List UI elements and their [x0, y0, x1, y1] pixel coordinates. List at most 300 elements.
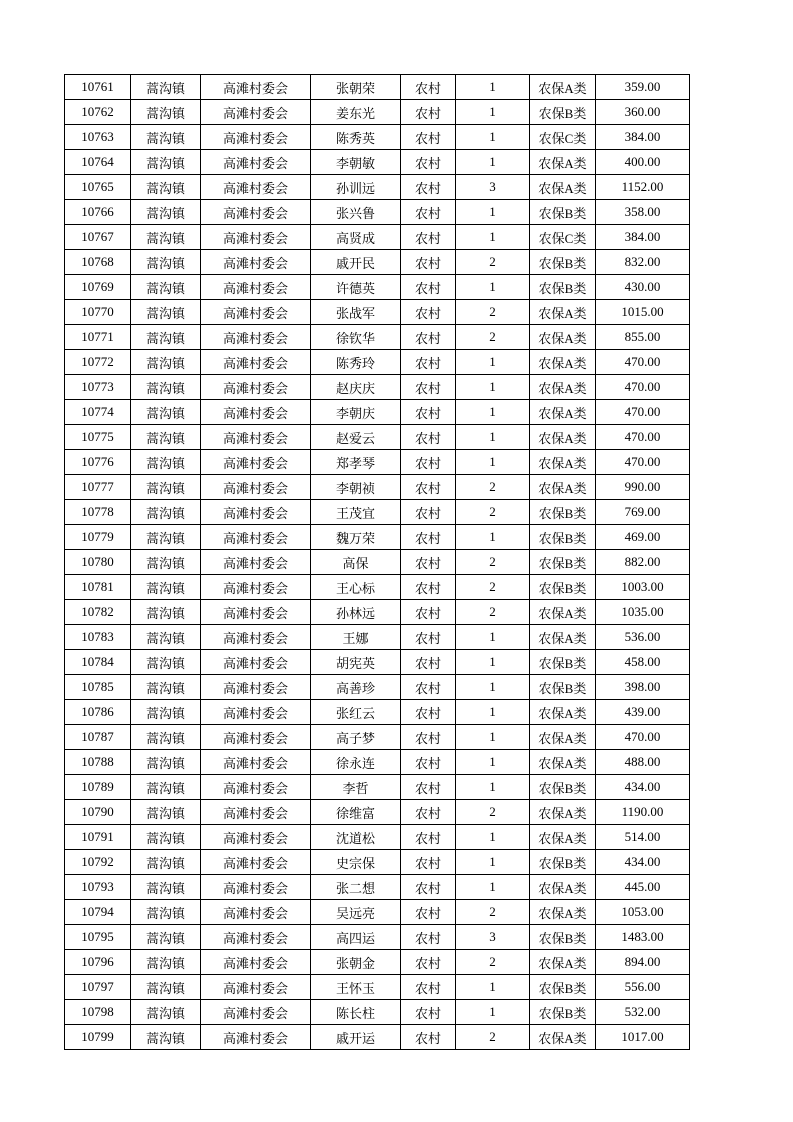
cell-id: 10764 [65, 150, 131, 175]
cell-village: 高滩村委会 [201, 750, 311, 775]
cell-type: 农村 [401, 100, 456, 125]
cell-type: 农村 [401, 675, 456, 700]
cell-category: 农保A类 [530, 1025, 596, 1050]
cell-town: 蒿沟镇 [131, 775, 201, 800]
cell-village: 高滩村委会 [201, 825, 311, 850]
table-row [65, 375, 690, 400]
cell-name: 李哲 [311, 775, 401, 800]
cell-id: 10772 [65, 350, 131, 375]
cell-category: 农保B类 [530, 525, 596, 550]
cell-count: 1 [456, 75, 530, 100]
cell-id: 10762 [65, 100, 131, 125]
cell-amount: 470.00 [596, 350, 690, 375]
cell-type: 农村 [401, 550, 456, 575]
cell-id: 10777 [65, 475, 131, 500]
cell-amount: 882.00 [596, 550, 690, 575]
cell-amount: 434.00 [596, 775, 690, 800]
cell-town: 蒿沟镇 [131, 550, 201, 575]
cell-name: 王茂宜 [311, 500, 401, 525]
cell-name: 高善珍 [311, 675, 401, 700]
cell-type: 农村 [401, 575, 456, 600]
cell-type: 农村 [401, 125, 456, 150]
cell-village: 高滩村委会 [201, 350, 311, 375]
cell-category: 农保B类 [530, 500, 596, 525]
cell-name: 张朝荣 [311, 75, 401, 100]
cell-id: 10790 [65, 800, 131, 825]
table-row [65, 900, 690, 925]
cell-category: 农保B类 [530, 275, 596, 300]
cell-type: 农村 [401, 300, 456, 325]
cell-category: 农保A类 [530, 450, 596, 475]
table-row [65, 550, 690, 575]
table-row [65, 175, 690, 200]
cell-count: 3 [456, 925, 530, 950]
cell-id: 10798 [65, 1000, 131, 1025]
cell-village: 高滩村委会 [201, 925, 311, 950]
cell-count: 1 [456, 650, 530, 675]
cell-category: 农保A类 [530, 300, 596, 325]
cell-id: 10763 [65, 125, 131, 150]
table-body [65, 75, 690, 1050]
cell-name: 王怀玉 [311, 975, 401, 1000]
cell-category: 农保B类 [530, 675, 596, 700]
table-row [65, 725, 690, 750]
cell-category: 农保A类 [530, 800, 596, 825]
cell-village: 高滩村委会 [201, 450, 311, 475]
cell-count: 1 [456, 625, 530, 650]
cell-type: 农村 [401, 350, 456, 375]
cell-category: 农保B类 [530, 200, 596, 225]
cell-id: 10793 [65, 875, 131, 900]
cell-type: 农村 [401, 1000, 456, 1025]
cell-count: 1 [456, 775, 530, 800]
cell-category: 农保A类 [530, 350, 596, 375]
cell-category: 农保A类 [530, 600, 596, 625]
cell-amount: 1035.00 [596, 600, 690, 625]
cell-id: 10775 [65, 425, 131, 450]
cell-village: 高滩村委会 [201, 325, 311, 350]
cell-town: 蒿沟镇 [131, 475, 201, 500]
cell-type: 农村 [401, 700, 456, 725]
cell-count: 1 [456, 425, 530, 450]
cell-town: 蒿沟镇 [131, 125, 201, 150]
cell-village: 高滩村委会 [201, 425, 311, 450]
cell-count: 1 [456, 750, 530, 775]
cell-name: 沈道松 [311, 825, 401, 850]
cell-name: 王心标 [311, 575, 401, 600]
cell-amount: 1053.00 [596, 900, 690, 925]
cell-amount: 384.00 [596, 125, 690, 150]
cell-id: 10769 [65, 275, 131, 300]
cell-category: 农保B类 [530, 925, 596, 950]
cell-count: 2 [456, 250, 530, 275]
cell-village: 高滩村委会 [201, 625, 311, 650]
cell-category: 农保B类 [530, 850, 596, 875]
cell-type: 农村 [401, 250, 456, 275]
cell-name: 徐维富 [311, 800, 401, 825]
cell-village: 高滩村委会 [201, 1000, 311, 1025]
cell-category: 农保A类 [530, 400, 596, 425]
cell-village: 高滩村委会 [201, 225, 311, 250]
cell-name: 张兴鲁 [311, 200, 401, 225]
cell-id: 10788 [65, 750, 131, 775]
cell-amount: 1152.00 [596, 175, 690, 200]
cell-village: 高滩村委会 [201, 475, 311, 500]
cell-amount: 488.00 [596, 750, 690, 775]
cell-amount: 855.00 [596, 325, 690, 350]
cell-id: 10799 [65, 1025, 131, 1050]
cell-amount: 990.00 [596, 475, 690, 500]
cell-amount: 358.00 [596, 200, 690, 225]
cell-amount: 445.00 [596, 875, 690, 900]
cell-village: 高滩村委会 [201, 525, 311, 550]
cell-name: 徐钦华 [311, 325, 401, 350]
cell-category: 农保A类 [530, 900, 596, 925]
cell-id: 10796 [65, 950, 131, 975]
cell-count: 2 [456, 800, 530, 825]
cell-category: 农保B类 [530, 100, 596, 125]
cell-count: 1 [456, 350, 530, 375]
cell-type: 农村 [401, 850, 456, 875]
cell-town: 蒿沟镇 [131, 425, 201, 450]
cell-id: 10794 [65, 900, 131, 925]
cell-type: 农村 [401, 400, 456, 425]
cell-town: 蒿沟镇 [131, 625, 201, 650]
table-row [65, 275, 690, 300]
cell-id: 10773 [65, 375, 131, 400]
cell-category: 农保A类 [530, 725, 596, 750]
cell-name: 高贤成 [311, 225, 401, 250]
cell-village: 高滩村委会 [201, 75, 311, 100]
cell-category: 农保A类 [530, 700, 596, 725]
cell-town: 蒿沟镇 [131, 175, 201, 200]
cell-count: 1 [456, 275, 530, 300]
table-row [65, 825, 690, 850]
table-row [65, 475, 690, 500]
cell-id: 10780 [65, 550, 131, 575]
cell-id: 10789 [65, 775, 131, 800]
cell-type: 农村 [401, 325, 456, 350]
table-row [65, 975, 690, 1000]
cell-type: 农村 [401, 950, 456, 975]
cell-village: 高滩村委会 [201, 275, 311, 300]
cell-town: 蒿沟镇 [131, 925, 201, 950]
table-row [65, 150, 690, 175]
cell-town: 蒿沟镇 [131, 750, 201, 775]
cell-name: 高四运 [311, 925, 401, 950]
table-row [65, 775, 690, 800]
cell-village: 高滩村委会 [201, 375, 311, 400]
cell-town: 蒿沟镇 [131, 875, 201, 900]
cell-id: 10768 [65, 250, 131, 275]
cell-name: 胡宪英 [311, 650, 401, 675]
cell-name: 戚开运 [311, 1025, 401, 1050]
cell-count: 2 [456, 575, 530, 600]
cell-name: 高子梦 [311, 725, 401, 750]
cell-type: 农村 [401, 475, 456, 500]
cell-amount: 400.00 [596, 150, 690, 175]
cell-town: 蒿沟镇 [131, 1000, 201, 1025]
cell-village: 高滩村委会 [201, 175, 311, 200]
cell-category: 农保A类 [530, 950, 596, 975]
cell-amount: 1015.00 [596, 300, 690, 325]
cell-count: 1 [456, 525, 530, 550]
table-row [65, 200, 690, 225]
cell-amount: 556.00 [596, 975, 690, 1000]
cell-category: 农保B类 [530, 575, 596, 600]
cell-count: 2 [456, 500, 530, 525]
cell-id: 10795 [65, 925, 131, 950]
cell-id: 10778 [65, 500, 131, 525]
cell-category: 农保A类 [530, 75, 596, 100]
cell-category: 农保A类 [530, 750, 596, 775]
cell-type: 农村 [401, 625, 456, 650]
cell-village: 高滩村委会 [201, 725, 311, 750]
cell-amount: 470.00 [596, 400, 690, 425]
cell-name: 吴远亮 [311, 900, 401, 925]
cell-town: 蒿沟镇 [131, 250, 201, 275]
cell-town: 蒿沟镇 [131, 575, 201, 600]
cell-village: 高滩村委会 [201, 900, 311, 925]
cell-name: 陈秀英 [311, 125, 401, 150]
cell-village: 高滩村委会 [201, 875, 311, 900]
cell-count: 1 [456, 400, 530, 425]
table-row [65, 625, 690, 650]
cell-name: 张战军 [311, 300, 401, 325]
cell-count: 1 [456, 150, 530, 175]
cell-count: 1 [456, 1000, 530, 1025]
cell-type: 农村 [401, 800, 456, 825]
cell-count: 1 [456, 825, 530, 850]
cell-id: 10767 [65, 225, 131, 250]
cell-category: 农保A类 [530, 625, 596, 650]
cell-village: 高滩村委会 [201, 675, 311, 700]
cell-type: 农村 [401, 875, 456, 900]
table-row [65, 100, 690, 125]
cell-amount: 470.00 [596, 725, 690, 750]
table-row [65, 325, 690, 350]
cell-id: 10784 [65, 650, 131, 675]
cell-id: 10776 [65, 450, 131, 475]
cell-amount: 769.00 [596, 500, 690, 525]
cell-town: 蒿沟镇 [131, 675, 201, 700]
cell-village: 高滩村委会 [201, 850, 311, 875]
cell-town: 蒿沟镇 [131, 275, 201, 300]
cell-count: 1 [456, 375, 530, 400]
cell-name: 郑孝琴 [311, 450, 401, 475]
cell-village: 高滩村委会 [201, 550, 311, 575]
cell-village: 高滩村委会 [201, 700, 311, 725]
cell-type: 农村 [401, 750, 456, 775]
cell-town: 蒿沟镇 [131, 200, 201, 225]
cell-amount: 360.00 [596, 100, 690, 125]
cell-id: 10783 [65, 625, 131, 650]
cell-name: 张红云 [311, 700, 401, 725]
cell-name: 魏万荣 [311, 525, 401, 550]
cell-town: 蒿沟镇 [131, 700, 201, 725]
cell-name: 李朝庆 [311, 400, 401, 425]
table-row [65, 925, 690, 950]
cell-type: 农村 [401, 450, 456, 475]
table-row [65, 250, 690, 275]
cell-id: 10774 [65, 400, 131, 425]
cell-amount: 439.00 [596, 700, 690, 725]
table-row [65, 675, 690, 700]
cell-count: 2 [456, 325, 530, 350]
table-row [65, 850, 690, 875]
cell-name: 高保 [311, 550, 401, 575]
cell-amount: 832.00 [596, 250, 690, 275]
cell-town: 蒿沟镇 [131, 825, 201, 850]
cell-type: 农村 [401, 275, 456, 300]
cell-name: 张二想 [311, 875, 401, 900]
cell-amount: 470.00 [596, 375, 690, 400]
cell-village: 高滩村委会 [201, 150, 311, 175]
cell-count: 1 [456, 975, 530, 1000]
cell-name: 徐永连 [311, 750, 401, 775]
table-row [65, 700, 690, 725]
cell-name: 赵爱云 [311, 425, 401, 450]
cell-name: 姜东光 [311, 100, 401, 125]
cell-name: 孙训远 [311, 175, 401, 200]
cell-count: 1 [456, 225, 530, 250]
cell-amount: 1483.00 [596, 925, 690, 950]
cell-town: 蒿沟镇 [131, 650, 201, 675]
cell-town: 蒿沟镇 [131, 350, 201, 375]
cell-town: 蒿沟镇 [131, 525, 201, 550]
cell-type: 农村 [401, 525, 456, 550]
cell-name: 李朝祯 [311, 475, 401, 500]
cell-count: 1 [456, 875, 530, 900]
cell-type: 农村 [401, 900, 456, 925]
cell-village: 高滩村委会 [201, 500, 311, 525]
table-row [65, 875, 690, 900]
cell-type: 农村 [401, 975, 456, 1000]
cell-village: 高滩村委会 [201, 800, 311, 825]
cell-category: 农保B类 [530, 250, 596, 275]
cell-town: 蒿沟镇 [131, 150, 201, 175]
cell-amount: 384.00 [596, 225, 690, 250]
table-row [65, 575, 690, 600]
cell-count: 1 [456, 850, 530, 875]
cell-type: 农村 [401, 825, 456, 850]
cell-type: 农村 [401, 1025, 456, 1050]
cell-category: 农保A类 [530, 375, 596, 400]
cell-town: 蒿沟镇 [131, 500, 201, 525]
cell-amount: 470.00 [596, 425, 690, 450]
data-table [64, 74, 690, 1050]
cell-id: 10797 [65, 975, 131, 1000]
cell-amount: 1003.00 [596, 575, 690, 600]
cell-category: 农保B类 [530, 775, 596, 800]
cell-type: 农村 [401, 500, 456, 525]
cell-amount: 398.00 [596, 675, 690, 700]
cell-amount: 1190.00 [596, 800, 690, 825]
cell-amount: 532.00 [596, 1000, 690, 1025]
table-row [65, 950, 690, 975]
cell-town: 蒿沟镇 [131, 600, 201, 625]
cell-category: 农保C类 [530, 125, 596, 150]
cell-id: 10779 [65, 525, 131, 550]
cell-amount: 536.00 [596, 625, 690, 650]
cell-name: 许德英 [311, 275, 401, 300]
cell-type: 农村 [401, 725, 456, 750]
cell-town: 蒿沟镇 [131, 975, 201, 1000]
cell-category: 农保B类 [530, 1000, 596, 1025]
cell-count: 2 [456, 900, 530, 925]
cell-village: 高滩村委会 [201, 250, 311, 275]
cell-count: 2 [456, 300, 530, 325]
cell-village: 高滩村委会 [201, 650, 311, 675]
cell-amount: 1017.00 [596, 1025, 690, 1050]
cell-id: 10765 [65, 175, 131, 200]
cell-name: 李朝敏 [311, 150, 401, 175]
cell-amount: 469.00 [596, 525, 690, 550]
cell-town: 蒿沟镇 [131, 725, 201, 750]
cell-village: 高滩村委会 [201, 600, 311, 625]
cell-town: 蒿沟镇 [131, 375, 201, 400]
cell-type: 农村 [401, 775, 456, 800]
cell-amount: 430.00 [596, 275, 690, 300]
cell-village: 高滩村委会 [201, 1025, 311, 1050]
cell-amount: 514.00 [596, 825, 690, 850]
table-row [65, 750, 690, 775]
cell-town: 蒿沟镇 [131, 75, 201, 100]
cell-id: 10791 [65, 825, 131, 850]
table-row [65, 650, 690, 675]
table-row [65, 600, 690, 625]
cell-type: 农村 [401, 925, 456, 950]
cell-count: 2 [456, 475, 530, 500]
cell-id: 10785 [65, 675, 131, 700]
cell-village: 高滩村委会 [201, 950, 311, 975]
cell-name: 戚开民 [311, 250, 401, 275]
cell-name: 史宗保 [311, 850, 401, 875]
cell-type: 农村 [401, 375, 456, 400]
cell-id: 10782 [65, 600, 131, 625]
cell-village: 高滩村委会 [201, 125, 311, 150]
cell-count: 1 [456, 100, 530, 125]
cell-category: 农保B类 [530, 550, 596, 575]
cell-town: 蒿沟镇 [131, 1025, 201, 1050]
cell-type: 农村 [401, 200, 456, 225]
cell-village: 高滩村委会 [201, 300, 311, 325]
cell-count: 3 [456, 175, 530, 200]
cell-category: 农保A类 [530, 175, 596, 200]
cell-name: 赵庆庆 [311, 375, 401, 400]
cell-type: 农村 [401, 75, 456, 100]
cell-amount: 434.00 [596, 850, 690, 875]
cell-type: 农村 [401, 600, 456, 625]
cell-town: 蒿沟镇 [131, 225, 201, 250]
cell-id: 10770 [65, 300, 131, 325]
table-row [65, 800, 690, 825]
cell-category: 农保A类 [530, 825, 596, 850]
cell-type: 农村 [401, 175, 456, 200]
cell-type: 农村 [401, 425, 456, 450]
cell-id: 10781 [65, 575, 131, 600]
cell-count: 1 [456, 700, 530, 725]
table-row [65, 225, 690, 250]
cell-name: 孙林远 [311, 600, 401, 625]
cell-type: 农村 [401, 650, 456, 675]
cell-count: 1 [456, 450, 530, 475]
cell-village: 高滩村委会 [201, 575, 311, 600]
cell-category: 农保A类 [530, 325, 596, 350]
cell-amount: 894.00 [596, 950, 690, 975]
cell-town: 蒿沟镇 [131, 950, 201, 975]
cell-village: 高滩村委会 [201, 400, 311, 425]
